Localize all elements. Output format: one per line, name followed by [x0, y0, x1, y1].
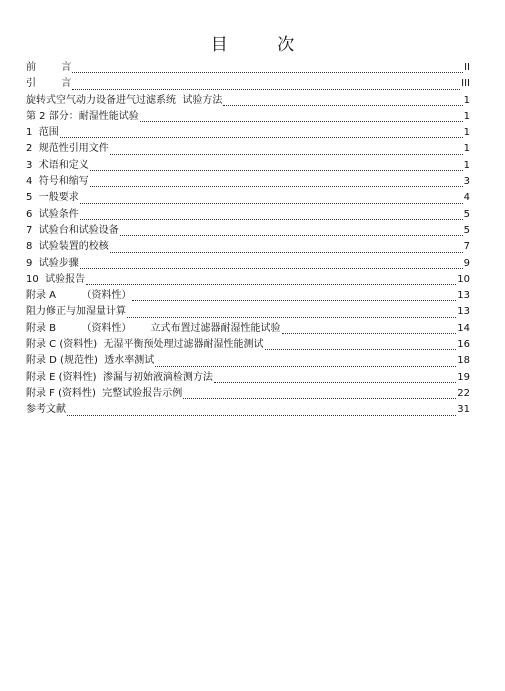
dot-leader [80, 268, 463, 269]
toc-entry-label: 附录 D (规范性) 透水率测试 [26, 355, 155, 367]
dot-leader [282, 333, 457, 334]
toc-entry-test-report[interactable] [26, 272, 470, 288]
dot-leader [214, 382, 456, 383]
toc-entry-annex-d[interactable] [26, 353, 470, 369]
toc-entry-annex-a[interactable] [26, 288, 470, 304]
toc-entry-page: 31 [457, 404, 470, 416]
toc-entry-label: 前 言 [26, 62, 72, 73]
toc-entry-page: 1 [463, 159, 470, 171]
toc-entry-test-conditions[interactable] [26, 207, 470, 223]
table-of-contents [26, 60, 470, 419]
toc-entry-label: 9 试验步骤 [26, 257, 79, 269]
toc-entry-normative-references[interactable] [26, 141, 470, 157]
toc-entry-label: 附录 E (资料性) 渗漏与初始液滴检测方法 [26, 371, 213, 383]
toc-entry-page: 5 [463, 208, 470, 220]
toc-entry-page: 1 [463, 94, 470, 106]
toc-entry-label: 2 规范性引用文件 [26, 143, 109, 155]
toc-entry-document-title[interactable] [26, 93, 470, 109]
toc-entry-general-requirements[interactable] [26, 190, 470, 206]
toc-entry-label: 附录 C (资料性) 无湿平衡预处理过滤器耐湿性能测试 [26, 339, 264, 351]
toc-entry-page: 4 [463, 192, 470, 204]
dot-leader [110, 154, 463, 155]
toc-entry-annex-e[interactable] [26, 370, 470, 386]
toc-entry-label: 4 符号和缩写 [26, 176, 89, 188]
toc-entry-rig-verification[interactable] [26, 239, 470, 255]
dot-leader [90, 186, 463, 187]
dot-leader [127, 317, 456, 318]
dot-leader [80, 219, 463, 220]
toc-entry-label: 8 试验装置的校核 [26, 241, 109, 253]
toc-entry-page: 1 [463, 127, 470, 139]
dot-leader [223, 105, 462, 106]
toc-entry-label: 7 试验台和试验设备 [26, 224, 119, 236]
toc-entry-test-procedure[interactable] [26, 256, 470, 272]
toc-entry-bibliography[interactable] [26, 402, 470, 418]
dot-leader [183, 398, 456, 399]
dot-leader [60, 137, 463, 138]
toc-entry-label: 附录 F (资料性) 完整试验报告示例 [26, 387, 183, 399]
toc-entry-page: III [461, 78, 470, 90]
toc-entry-label: 阻力修正与加湿量计算 [26, 306, 126, 318]
dot-leader [72, 89, 460, 90]
toc-entry-symbols[interactable] [26, 174, 470, 190]
dot-leader [120, 235, 463, 236]
toc-entry-page: 14 [457, 322, 470, 334]
dot-leader [90, 170, 463, 171]
toc-entry-page: 19 [457, 371, 470, 383]
toc-entry-annex-a-title[interactable] [26, 304, 470, 320]
dot-leader [86, 284, 456, 285]
toc-entry-part-2[interactable] [26, 109, 470, 125]
toc-entry-page: 7 [463, 241, 470, 253]
toc-entry-label: 附录 B （资料性） 立式布置过滤器耐湿性能试验 [26, 322, 281, 334]
toc-entry-test-rig[interactable] [26, 223, 470, 239]
toc-entry-page: 18 [457, 355, 470, 367]
dot-leader [155, 366, 456, 367]
toc-entry-label: 参考文献 [26, 404, 66, 416]
toc-entry-label: 引 言 [26, 78, 72, 90]
toc-entry-label: 旋转式空气动力设备进气过滤系统 试验方法 [26, 94, 223, 106]
toc-entry-annex-f[interactable] [26, 386, 470, 402]
dot-leader [80, 203, 463, 204]
toc-entry-page: 9 [463, 257, 470, 269]
toc-entry-page: 13 [457, 306, 470, 318]
dot-leader [72, 72, 463, 73]
toc-entry-terms[interactable] [26, 158, 470, 174]
page-title: 目 次 [210, 35, 317, 55]
toc-entry-page: 1 [463, 143, 470, 155]
toc-entry-annex-b[interactable] [26, 321, 470, 337]
toc-entry-label: 6 试验条件 [26, 208, 79, 220]
toc-entry-label: 5 一般要求 [26, 192, 79, 204]
toc-entry-introduction[interactable] [26, 76, 470, 92]
dot-leader [110, 252, 463, 253]
toc-entry-page: 22 [457, 387, 470, 399]
toc-entry-label: 附录 A （资料性） [26, 290, 132, 302]
toc-entry-page: 10 [457, 273, 470, 285]
toc-entry-label: 10 试验报告 [26, 273, 86, 285]
toc-entry-label: 1 范围 [26, 127, 59, 139]
toc-entry-page: 5 [463, 224, 470, 236]
toc-entry-label: 第 2 部分：耐湿性能试验 [26, 110, 139, 122]
dot-leader [140, 121, 463, 122]
toc-entry-label: 3 术语和定义 [26, 159, 89, 171]
dot-leader [132, 300, 456, 301]
dot-leader [265, 349, 457, 350]
toc-entry-scope[interactable] [26, 125, 470, 141]
toc-entry-foreword[interactable] [26, 60, 470, 76]
dot-leader [67, 415, 456, 416]
toc-entry-page: 13 [457, 290, 470, 302]
toc-entry-page: 3 [463, 176, 470, 188]
toc-entry-page: II [464, 62, 470, 73]
toc-entry-page: 16 [457, 339, 470, 351]
toc-entry-annex-c[interactable] [26, 337, 470, 353]
toc-entry-page: 1 [463, 110, 470, 122]
